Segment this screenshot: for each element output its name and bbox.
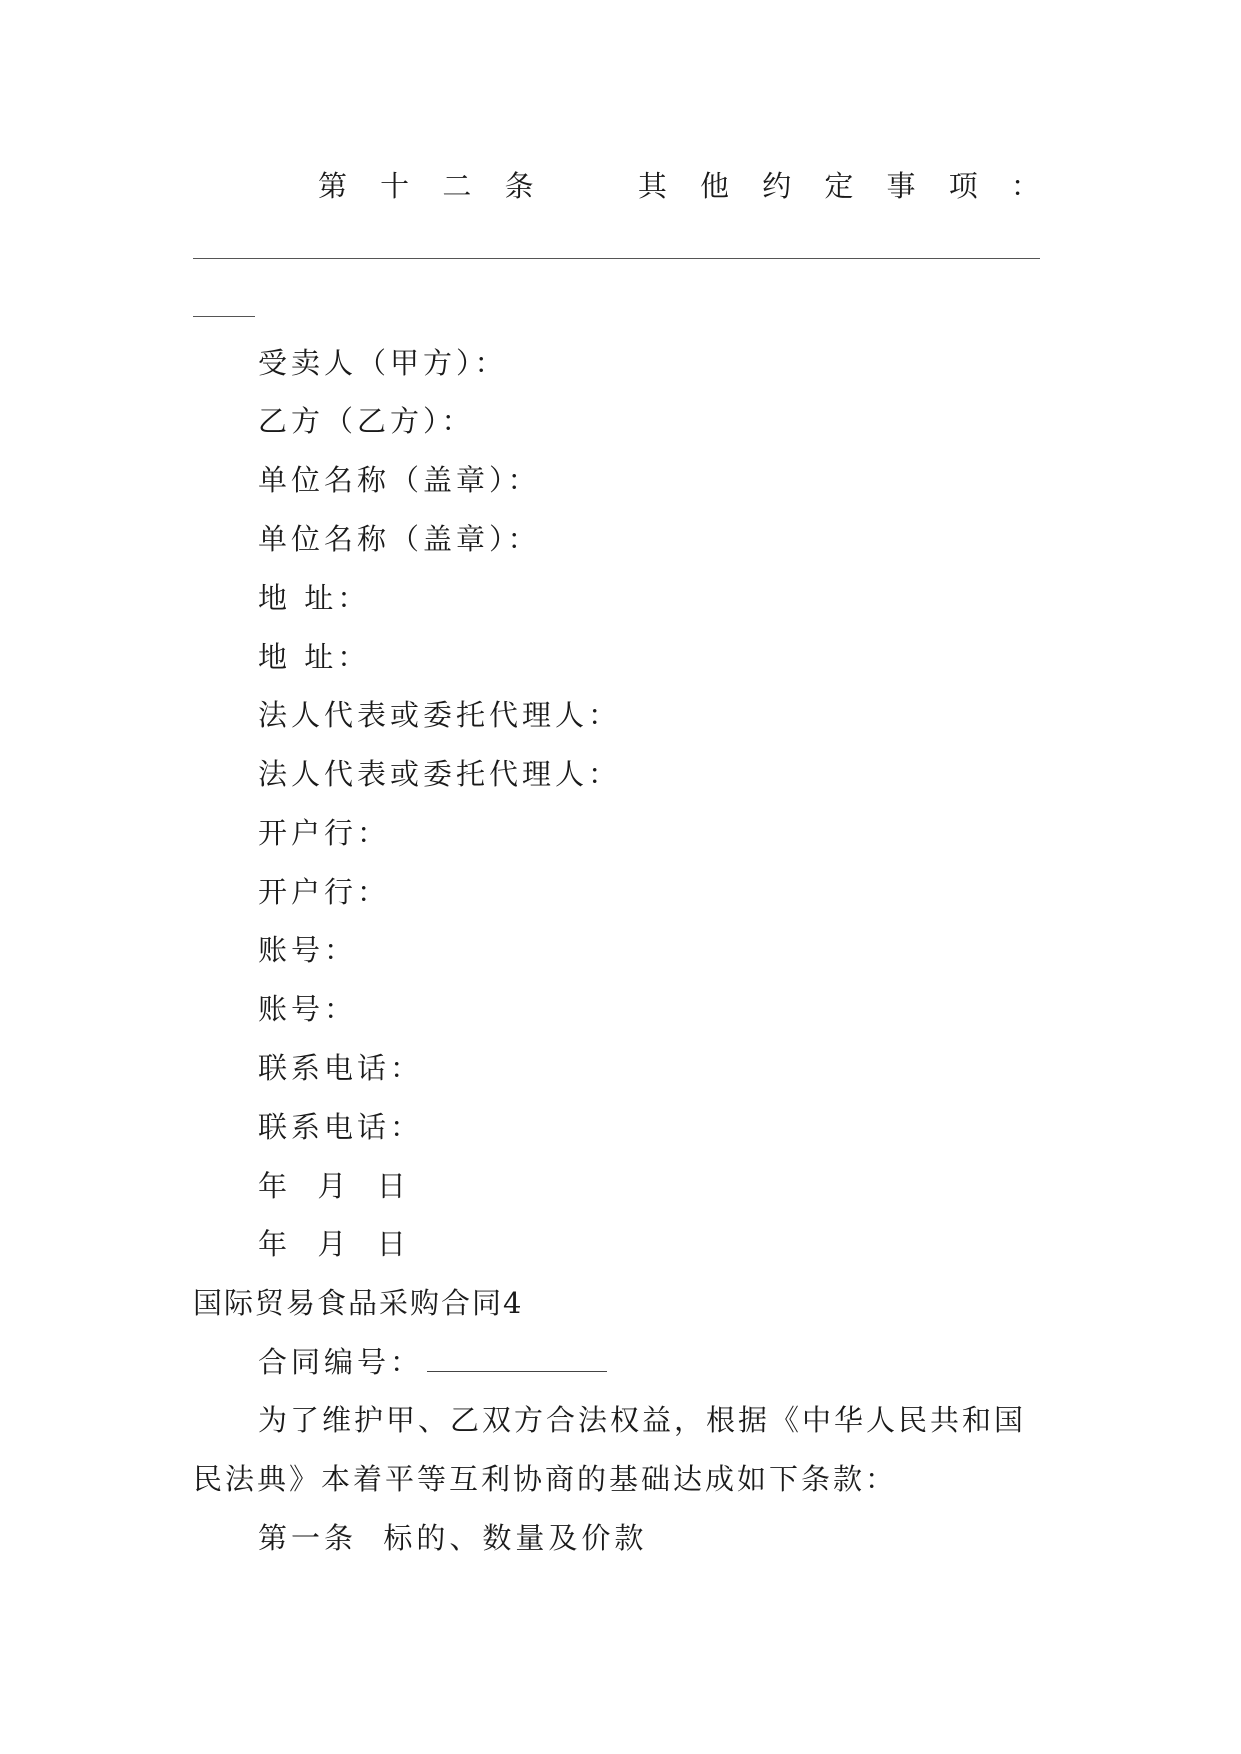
contract-number-field xyxy=(427,1345,607,1372)
heading-char: 他 xyxy=(700,169,730,203)
contract-title: 国际贸易食品采购合同4 xyxy=(193,1286,524,1320)
heading-char: 其 xyxy=(637,169,667,203)
account-label: 账号： xyxy=(258,992,358,1026)
preamble-line: 为了维护甲、乙双方合法权益，根据《中华人民共和国 xyxy=(258,1403,1027,1437)
heading-char: 定 xyxy=(824,169,854,203)
phone-label: 联系电话： xyxy=(258,1110,424,1144)
seller-label: 受卖人（甲方）： xyxy=(258,346,508,380)
contract-number-row xyxy=(258,1342,607,1382)
heading-char: 条 xyxy=(504,169,534,203)
heading-char: 二 xyxy=(442,169,472,203)
company-name-label: 单位名称（盖章）： xyxy=(258,522,541,556)
heading-char: 约 xyxy=(762,169,792,203)
heading-char: 项 xyxy=(948,169,978,203)
preamble-line: 民法典》本着平等互利协商的基础达成如下条款： xyxy=(193,1462,898,1496)
heading-char: 第 xyxy=(318,169,348,203)
date-label: 年 月 日 xyxy=(258,1227,410,1261)
party-b-label: 乙方（乙方）： xyxy=(258,404,475,438)
date-label: 年 月 日 xyxy=(258,1169,410,1203)
article-12-heading xyxy=(318,166,1040,206)
bank-label: 开户行： xyxy=(258,816,391,850)
phone-label: 联系电话： xyxy=(258,1051,424,1085)
representative-label: 法人代表或委托代理人： xyxy=(258,698,622,732)
fill-in-rule xyxy=(193,316,255,317)
fill-in-rule xyxy=(193,258,1040,259)
company-name-label: 单位名称（盖章）： xyxy=(258,463,541,497)
address-label: 地 址： xyxy=(258,640,371,674)
heading-char: ： xyxy=(1010,169,1040,203)
contract-number-label: 合同编号： xyxy=(258,1345,424,1379)
account-label: 账号： xyxy=(258,933,358,967)
heading-char: 事 xyxy=(886,169,916,203)
bank-label: 开户行： xyxy=(258,875,391,909)
article-1-heading: 第一条 标的、数量及价款 xyxy=(258,1521,648,1555)
address-label: 地 址： xyxy=(258,581,371,615)
heading-char: 十 xyxy=(380,169,410,203)
heading-gap xyxy=(567,166,605,206)
representative-label: 法人代表或委托代理人： xyxy=(258,757,622,791)
